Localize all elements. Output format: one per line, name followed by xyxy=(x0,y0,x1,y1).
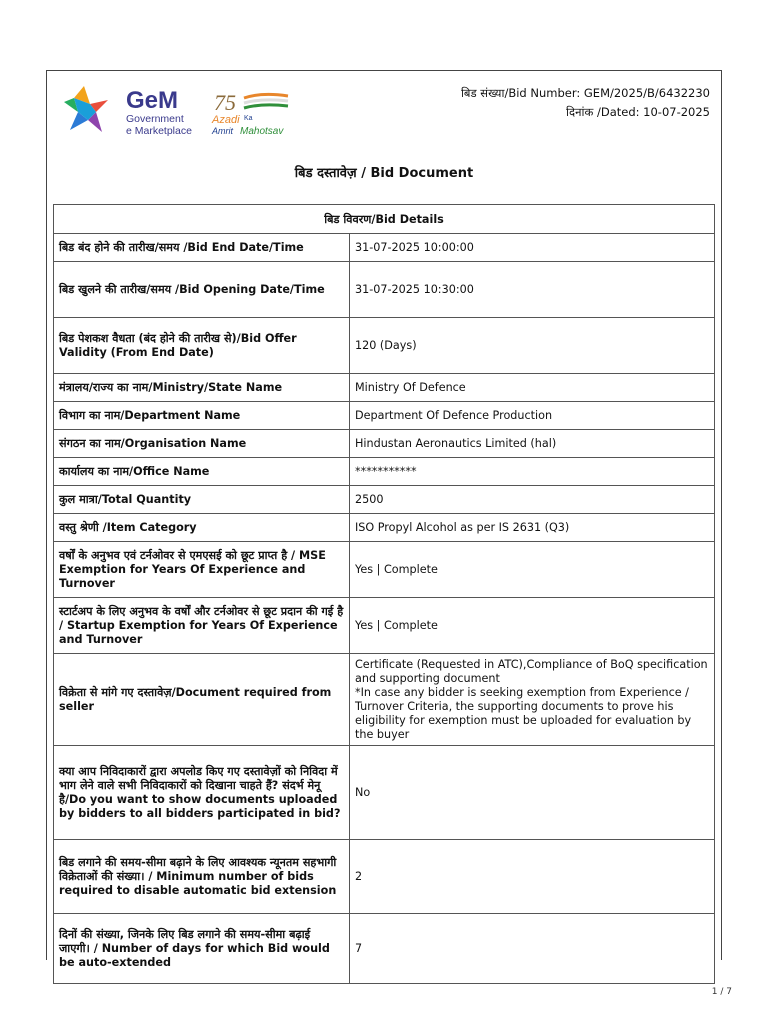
row-value: 2 xyxy=(350,840,715,914)
row-value: 31-07-2025 10:30:00 xyxy=(350,262,715,318)
bid-details-table xyxy=(53,204,715,984)
table-row xyxy=(54,318,715,374)
table-row xyxy=(54,514,715,542)
ka-word: Ka xyxy=(244,115,253,122)
row-label: कार्यालय का नाम/Office Name xyxy=(54,458,350,486)
mahotsav-word: Mahotsav xyxy=(240,126,284,136)
row-value: 120 (Days) xyxy=(350,318,715,374)
row-value: Yes | Complete xyxy=(350,542,715,598)
table-row xyxy=(54,840,715,914)
row-value: Ministry Of Defence xyxy=(350,374,715,402)
table-row xyxy=(54,486,715,514)
row-label: संगठन का नाम/Organisation Name xyxy=(54,430,350,458)
row-value: Certificate (Requested in ATC),Compliance of BoQ specification and supporting document *In case any bidder is seeking exemption from Experience / Turnover Criteria, the supporting documents to prove his eligibility for exemption must be uploaded for evaluation by the buyer xyxy=(350,654,715,746)
row-value: 2500 xyxy=(350,486,715,514)
gem-line1: Government xyxy=(126,113,184,125)
amrit-word: Amrit xyxy=(212,126,233,136)
table-row xyxy=(54,914,715,984)
gem-logo xyxy=(62,82,222,142)
row-label: बिड लगाने की समय-सीमा बढ़ाने के लिए आवश्यक न्यूनतम सहभागी विक्रेताओं की संख्या। / Minimum number of bids required to disable automatic bid extension xyxy=(54,840,350,914)
table-row xyxy=(54,458,715,486)
gem-name: GeM xyxy=(126,87,179,114)
azadi-number: 75 xyxy=(214,90,236,115)
table-row xyxy=(54,542,715,598)
row-label: मंत्रालय/राज्य का नाम/Ministry/State Name xyxy=(54,374,350,402)
table-row xyxy=(54,654,715,746)
row-value: Hindustan Aeronautics Limited (hal) xyxy=(350,430,715,458)
bid-header-info xyxy=(461,84,710,122)
row-label: बिड खुलने की तारीख/समय /Bid Opening Date/Time xyxy=(54,262,350,318)
row-value: ISO Propyl Alcohol as per IS 2631 (Q3) xyxy=(350,514,715,542)
gem-star-icon xyxy=(64,86,108,132)
table-row xyxy=(54,402,715,430)
row-label: स्टार्टअप के लिए अनुभव के वर्षों और टर्नओवर से छूट प्रदान की गई है / Startup Exemption for Years Of Experience and Turnover xyxy=(54,598,350,654)
page-number: 1 / 7 xyxy=(711,987,732,997)
azadi-word: Azadi xyxy=(212,114,240,126)
row-label: विक्रेता से मांगे गए दस्तावेज़/Document required from seller xyxy=(54,654,350,746)
document-title: बिड दस्तावेज़ / Bid Document xyxy=(294,166,474,181)
row-value: *********** xyxy=(350,458,715,486)
table-row xyxy=(54,262,715,318)
bid-number: बिड संख्या/Bid Number: GEM/2025/B/6432230 xyxy=(460,86,710,100)
row-value: Yes | Complete xyxy=(350,598,715,654)
row-label: दिनों की संख्या, जिनके लिए बिड लगाने की समय-सीमा बढ़ाई जाएगी। / Number of days for which Bid would be auto-extended xyxy=(54,914,350,984)
row-value: 31-07-2025 10:00:00 xyxy=(350,234,715,262)
row-value: No xyxy=(350,746,715,840)
row-value: Department Of Defence Production xyxy=(350,402,715,430)
row-label: बिड बंद होने की तारीख/समय /Bid End Date/Time xyxy=(54,234,350,262)
row-label: विभाग का नाम/Department Name xyxy=(54,402,350,430)
table-row xyxy=(54,430,715,458)
gem-line2: e Marketplace xyxy=(126,125,192,137)
table-row xyxy=(54,234,715,262)
row-value: 7 xyxy=(350,914,715,984)
table-row xyxy=(54,598,715,654)
table-row xyxy=(54,374,715,402)
row-label: कुल मात्रा/Total Quantity xyxy=(54,486,350,514)
table-row xyxy=(54,746,715,840)
row-label: बिड पेशकश वैधता (बंद होने की तारीख से)/Bid Offer Validity (From End Date) xyxy=(54,318,350,374)
row-label: वस्तु श्रेणी /Item Category xyxy=(54,514,350,542)
row-label: क्या आप निविदाकारों द्वारा अपलोड किए गए दस्तावेज़ों को निविदा में भाग लेने वाले सभी निविदाकारों को दिखाना चाहते हैं? संदर्भ मेनू है/Do you want to show documents uploaded by bidders to all bidders participated in bid? xyxy=(54,746,350,840)
bid-date: दिनांक /Dated: 10-07-2025 xyxy=(566,105,710,119)
row-label: वर्षों के अनुभव एवं टर्नओवर से एमएसई को छूट प्राप्त है / MSE Exemption for Years Of Experience and Turnover xyxy=(54,542,350,598)
azadi-logo xyxy=(210,90,300,136)
table-heading: बिड विवरण/Bid Details xyxy=(54,205,715,234)
